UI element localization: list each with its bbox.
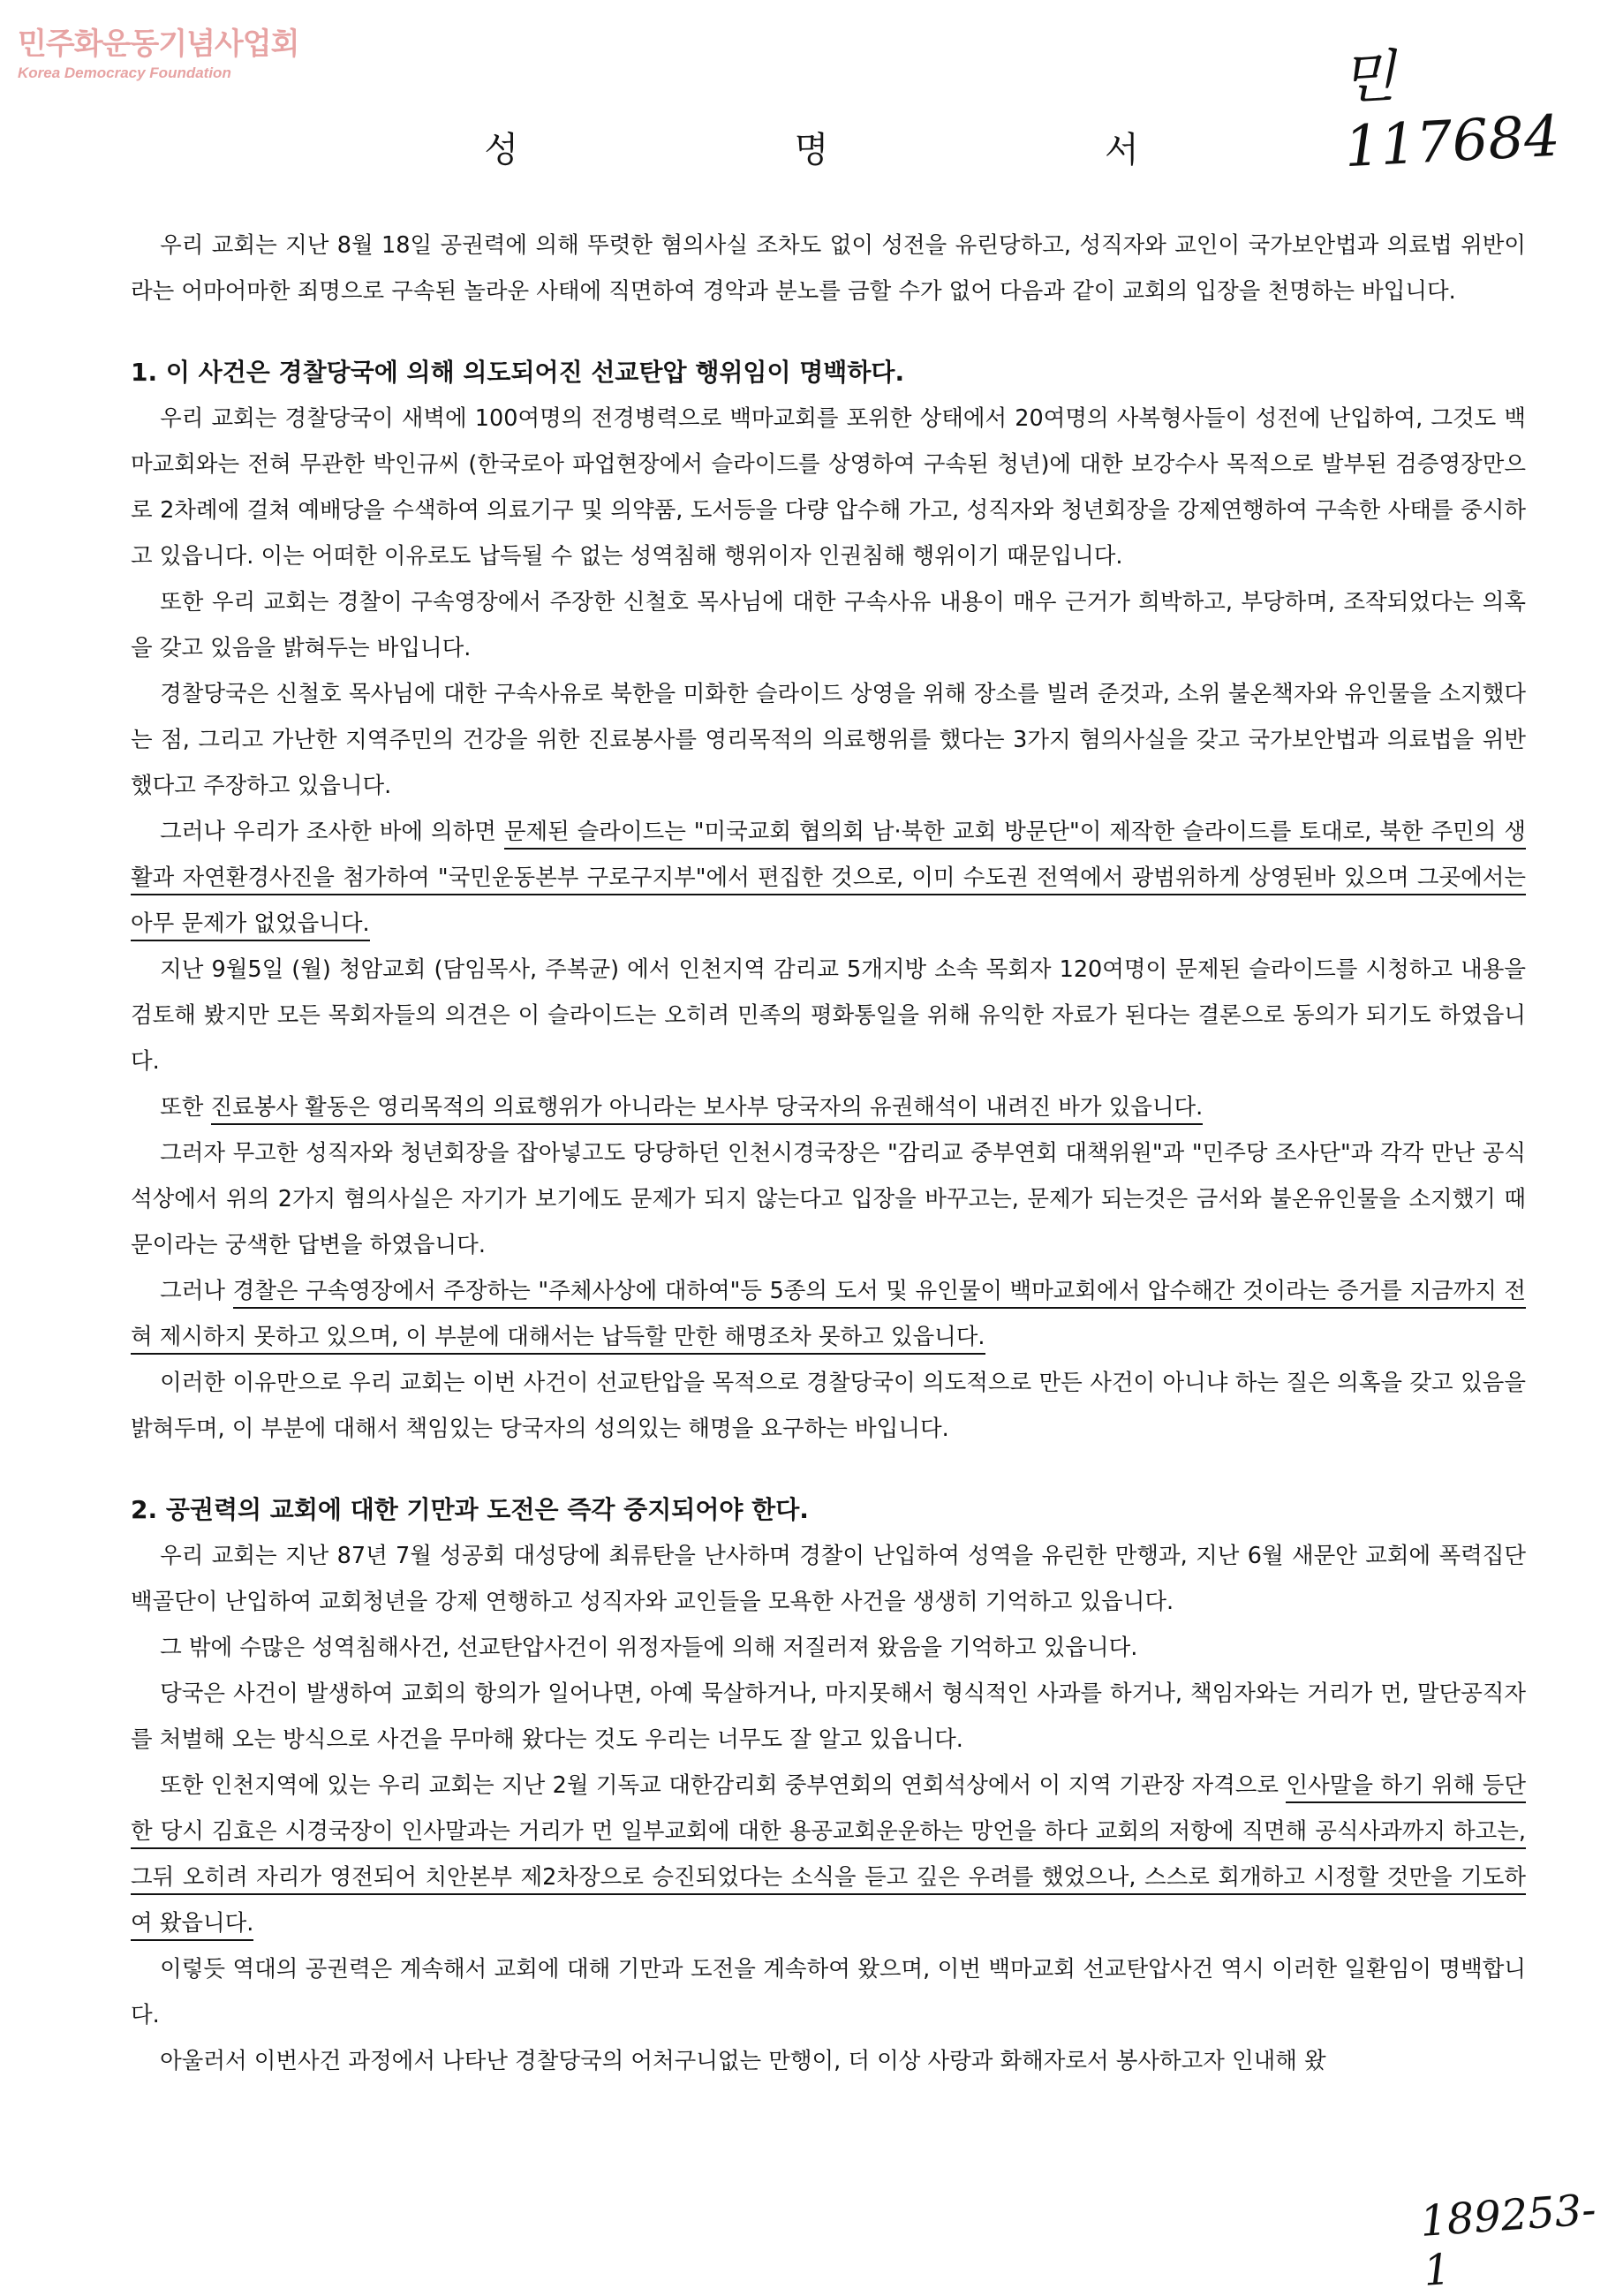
underlined-text: 진료봉사 활동은 영리목적의 의료행위가 아니라는 보사부 당국자의 유권해석이 내려진 바가 있읍니다. xyxy=(211,1094,1204,1125)
intro-paragraph: 우리 교회는 지난 8월 18일 공권력에 의해 뚜렷한 혐의사실 조차도 없이 성전을 유린당하고, 성직자와 교인이 국가보안법과 의료법 위반이라는 어마어마한 죄명으로 구속된 놀라운 사태에 직면하여 경악과 분노를 금할 수가 없어 다음과 같이 교회의 입장을 천명하는 바입니다. xyxy=(131,232,1526,305)
section-2-heading: 2. 공권력의 교회에 대한 기만과 도전은 즉각 중지되어야 한다. xyxy=(131,1495,809,1524)
section-1-paragraph-5: 지난 9월5일 (월) 청암교회 (담임목사, 주복균) 에서 인천지역 감리교 5개지방 소속 목회자 120여명이 문제된 슬라이드를 시청하고 내용을 검토해 봤지만 모든 목회자들의 의견은 이 슬라이드는 오히려 민족의 평화통일을 위해 유익한 자료가 된다는 결론으로 동의가 되기도 하였읍니다. xyxy=(131,956,1526,1075)
section-1-paragraph-4 xyxy=(131,809,1526,947)
section-1-paragraph-7: 그러자 무고한 성직자와 청년회장을 잡아넣고도 당당하던 인천시경국장은 "감리교 중부연회 대책위원"과 "민주당 조사단"과 각각 만난 공식석상에서 위의 2가지 혐의사실은 자기가 보기에도 문제가 되지 않는다고 입장을 바꾸고는, 문제가 되는것은 금서와 불온유인물을 소지했기 때문이라는 궁색한 답변을 하였읍니다. xyxy=(131,1140,1526,1258)
paragraph-lead-text: 또한 인천지역에 있는 우리 교회는 지난 2월 기독교 대한감리회 중부연회의 연회석상에서 이 지역 기관장 자격으로 xyxy=(160,1772,1287,1799)
paragraph-lead-text: 그러나 xyxy=(160,1278,233,1304)
section-1-paragraph-1: 우리 교회는 경찰당국이 새벽에 100여명의 전경병력으로 백마교회를 포위한 상태에서 20여명의 사복형사들이 성전에 난입하여, 그것도 백마교회와는 전혀 무관한 박인규씨 (한국로아 파업현장에서 슬라이드를 상영하여 구속된 청년)에 대한 보강수사 목적으로 발부된 검증영장만으로 2차례에 걸쳐 예배당을 수색하여 의료기구 및 의약품, 도서등을 다량 압수해 가고, 성직자와 청년회장을 강제연행하여 구속한 사태를 중시하고 있읍니다. 이는 어떠한 이유로도 납득될 수 없는 성역침해 행위이자 인권침해 행위이기 때문입니다. xyxy=(131,405,1526,570)
section-1-paragraph-8 xyxy=(131,1268,1526,1360)
section-2-paragraph-2: 그 밖에 수많은 성역침해사건, 선교탄압사건이 위정자들에 의해 저질러져 왔음을 기억하고 있읍니다. xyxy=(160,1635,1138,1661)
section-1-heading: 1. 이 사건은 경찰당국에 의해 의도되어진 선교탄압 행위임이 명백하다. xyxy=(131,358,905,387)
section-2-paragraph-4 xyxy=(131,1763,1526,1946)
underlined-text: 경찰은 구속영장에서 주장하는 "주체사상에 대하여"등 5종의 도서 및 유인물이 백마교회에서 압수해간 것이라는 증거를 지금까지 전혀 제시하지 못하고 있으며, 이 부분에 대해서는 납득할 만한 해명조차 못하고 있읍니다. xyxy=(131,1278,1526,1355)
section-2-paragraph-6: 아울러서 이번사건 과정에서 나타난 경찰당국의 어처구니없는 만행이, 더 이상 사랑과 화해자로서 봉사하고자 인내해 왔 xyxy=(160,2048,1326,2074)
handwritten-archive-number: 민 117684 xyxy=(1339,44,1562,181)
section-1-paragraph-9: 이러한 이유만으로 우리 교회는 이번 사건이 선교탄압을 목적으로 경찰당국이 의도적으로 만든 사건이 아니냐 하는 질은 의혹을 갖고 있음을 밝혀두며, 이 부분에 대해서 책임있는 당국자의 성의있는 해명을 요구하는 바입니다. xyxy=(131,1370,1526,1442)
document-title: 성 명 서 xyxy=(484,130,1272,170)
section-1-paragraph-2: 또한 우리 교회는 경찰이 구속영장에서 주장한 신철호 목사님에 대한 구속사유 내용이 매우 근거가 희박하고, 부당하며, 조작되었다는 의혹을 갖고 있음을 밝혀두는 바입니다. xyxy=(131,589,1526,661)
watermark-korean: 민주화운동기념사업회 xyxy=(18,26,299,62)
section-1-paragraph-6 xyxy=(131,1084,1526,1130)
watermark-english: Korea Democracy Foundation xyxy=(18,64,231,81)
section-2-paragraph-5: 이렇듯 역대의 공권력은 계속해서 교회에 대해 기만과 도전을 계속하여 왔으며, 이번 백마교회 선교탄압사건 역시 이러한 일환임이 명백합니다. xyxy=(131,1956,1526,2028)
paragraph-lead-text: 또한 xyxy=(160,1094,211,1121)
document-body xyxy=(131,223,1526,2084)
watermark xyxy=(18,19,298,82)
underlined-text: 인사말을 하기 위해 등단한 당시 김효은 시경국장이 인사말과는 거리가 먼 일부교회에 대한 용공교회운운하는 망언을 하다 교회의 저항에 직면해 공식사과까지 하고는, 그뒤 오히려 자리가 영전되어 치안본부 제2차장으로 승진되었다는 소식을 듣고 깊은 우려를 했었으나, 스스로 회개하고 시정할 것만을 기도하여 왔읍니다. xyxy=(131,1772,1526,1941)
section-1-paragraph-3: 경찰당국은 신철호 목사님에 대한 구속사유로 북한을 미화한 슬라이드 상영을 위해 장소를 빌려 준것과, 소위 불온책자와 유인물을 소지했다는 점, 그리고 가난한 지역주민의 건강을 위한 진료봉사를 영리목적의 의료행위를 했다는 3가지 혐의사실을 갖고 국가보안법과 의료법을 위반했다고 주장하고 있읍니다. xyxy=(131,681,1526,799)
underlined-text: 문제된 슬라이드는 "미국교회 협의회 남·북한 교회 방문단"이 제작한 슬라이드를 토대로, 북한 주민의 생활과 자연환경사진을 첨가하여 "국민운동본부 구로구지부"에서 편집한 것으로, 이미 수도권 전역에서 광범위하게 상영된바 있으며 그곳에서는 아무 문제가 없었읍니다. xyxy=(131,819,1526,941)
paragraph-lead-text: 그러나 우리가 조사한 바에 의하면 xyxy=(160,819,504,845)
section-2-paragraph-1: 우리 교회는 지난 87년 7월 성공회 대성당에 최류탄을 난사하며 경찰이 난입하여 성역을 유린한 만행과, 지난 6월 새문안 교회에 폭력집단 백골단이 난입하여 교회청년을 강제 연행하고 성직자와 교인들을 모욕한 사건을 생생히 기억하고 있읍니다. xyxy=(131,1543,1526,1615)
handwritten-page-number: 189253-1 xyxy=(1418,2185,1598,2296)
section-2-paragraph-3: 당국은 사건이 발생하여 교회의 항의가 일어나면, 아예 묵살하거나, 마지못해서 형식적인 사과를 하거나, 책임자와는 거리가 먼, 말단공직자를 처벌해 오는 방식으로 사건을 무마해 왔다는 것도 우리는 너무도 잘 알고 있읍니다. xyxy=(131,1680,1526,1753)
